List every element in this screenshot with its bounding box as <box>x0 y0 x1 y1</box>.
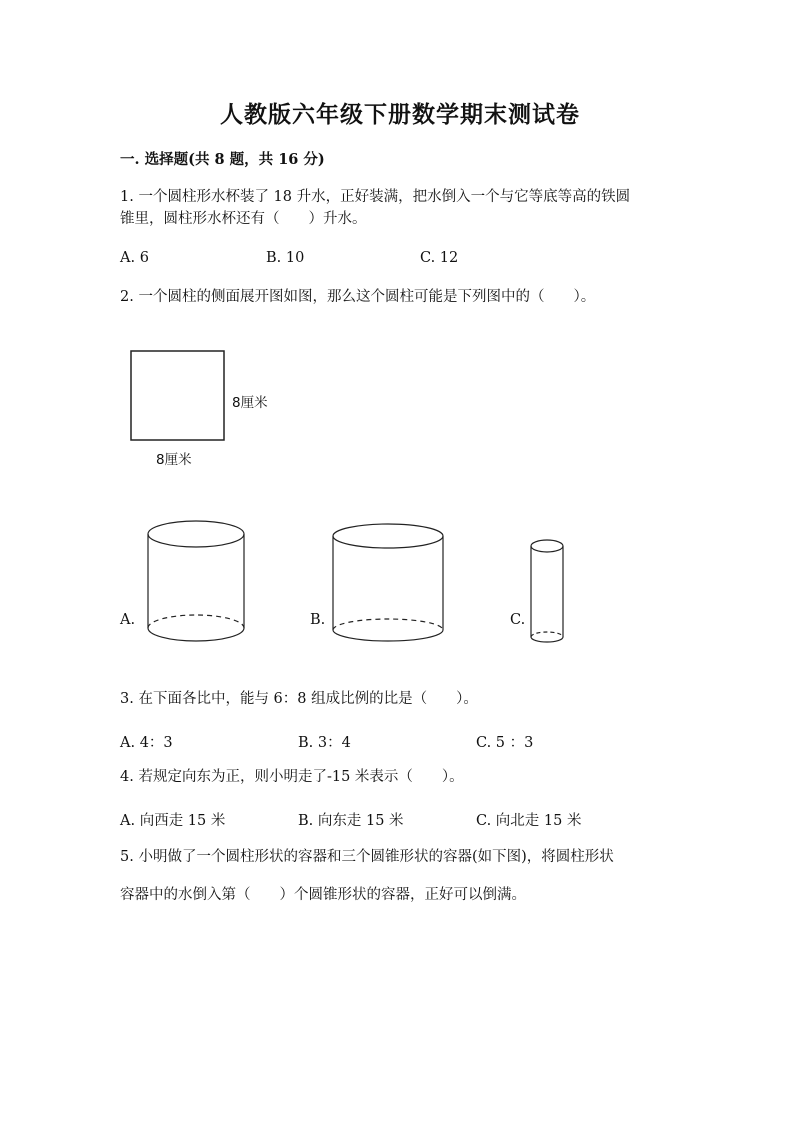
question-4-text: 4. 若规定向东为正，则小明走了-15 米表示（ ）。 <box>120 769 464 785</box>
question-3-text: 3. 在下面各比中，能与 6：8 组成比例的比是（ ）。 <box>120 691 478 707</box>
question-4-option-b: B. 向东走 15 米 <box>298 813 404 829</box>
question-3-option-c: C. 5 ：3 <box>476 735 534 751</box>
question-5-line-1: 5. 小明做了一个圆柱形状的容器和三个圆锥形状的容器(如下图)，将圆柱形状 <box>120 849 614 865</box>
question-1-option-b: B. 10 <box>266 250 305 266</box>
cylinder-c <box>531 540 563 642</box>
question-1-line-1: 1. 一个圆柱形水杯装了 18 升水，正好装满，把水倒入一个与它等底等高的铁圆 <box>120 189 631 205</box>
net-bottom-label: 8厘米 <box>156 452 192 468</box>
net-side-label: 8厘米 <box>232 395 268 411</box>
question-3-option-b: B. 3：4 <box>298 735 351 751</box>
net-square <box>131 351 224 440</box>
question-1-option-c: C. 12 <box>420 250 459 266</box>
question-2-text: 2. 一个圆柱的侧面展开图如图，那么这个圆柱可能是下列图中的（ ）。 <box>120 289 596 305</box>
cylinder-b <box>333 524 443 641</box>
question-1-line-2: 锥里，圆柱形水杯还有（ ）升水。 <box>120 211 367 227</box>
question-5-line-2: 容器中的水倒入第（ ）个圆锥形状的容器，正好可以倒满。 <box>120 887 526 903</box>
page-title: 人教版六年级下册数学期末测试卷 <box>220 101 580 128</box>
question-2-option-b: B. <box>310 612 326 628</box>
cylinder-a <box>148 521 244 641</box>
question-2-option-a: A. <box>120 612 136 628</box>
question-2-option-c: C. <box>510 612 526 628</box>
question-4-option-a: A. 向西走 15 米 <box>120 813 226 829</box>
question-4-option-c: C. 向北走 15 米 <box>476 813 582 829</box>
question-3-option-a: A. 4：3 <box>120 735 173 751</box>
question-1-option-a: A. 6 <box>120 250 149 266</box>
section-heading: 一. 选择题(共 8 题，共 16 分) <box>120 151 325 168</box>
